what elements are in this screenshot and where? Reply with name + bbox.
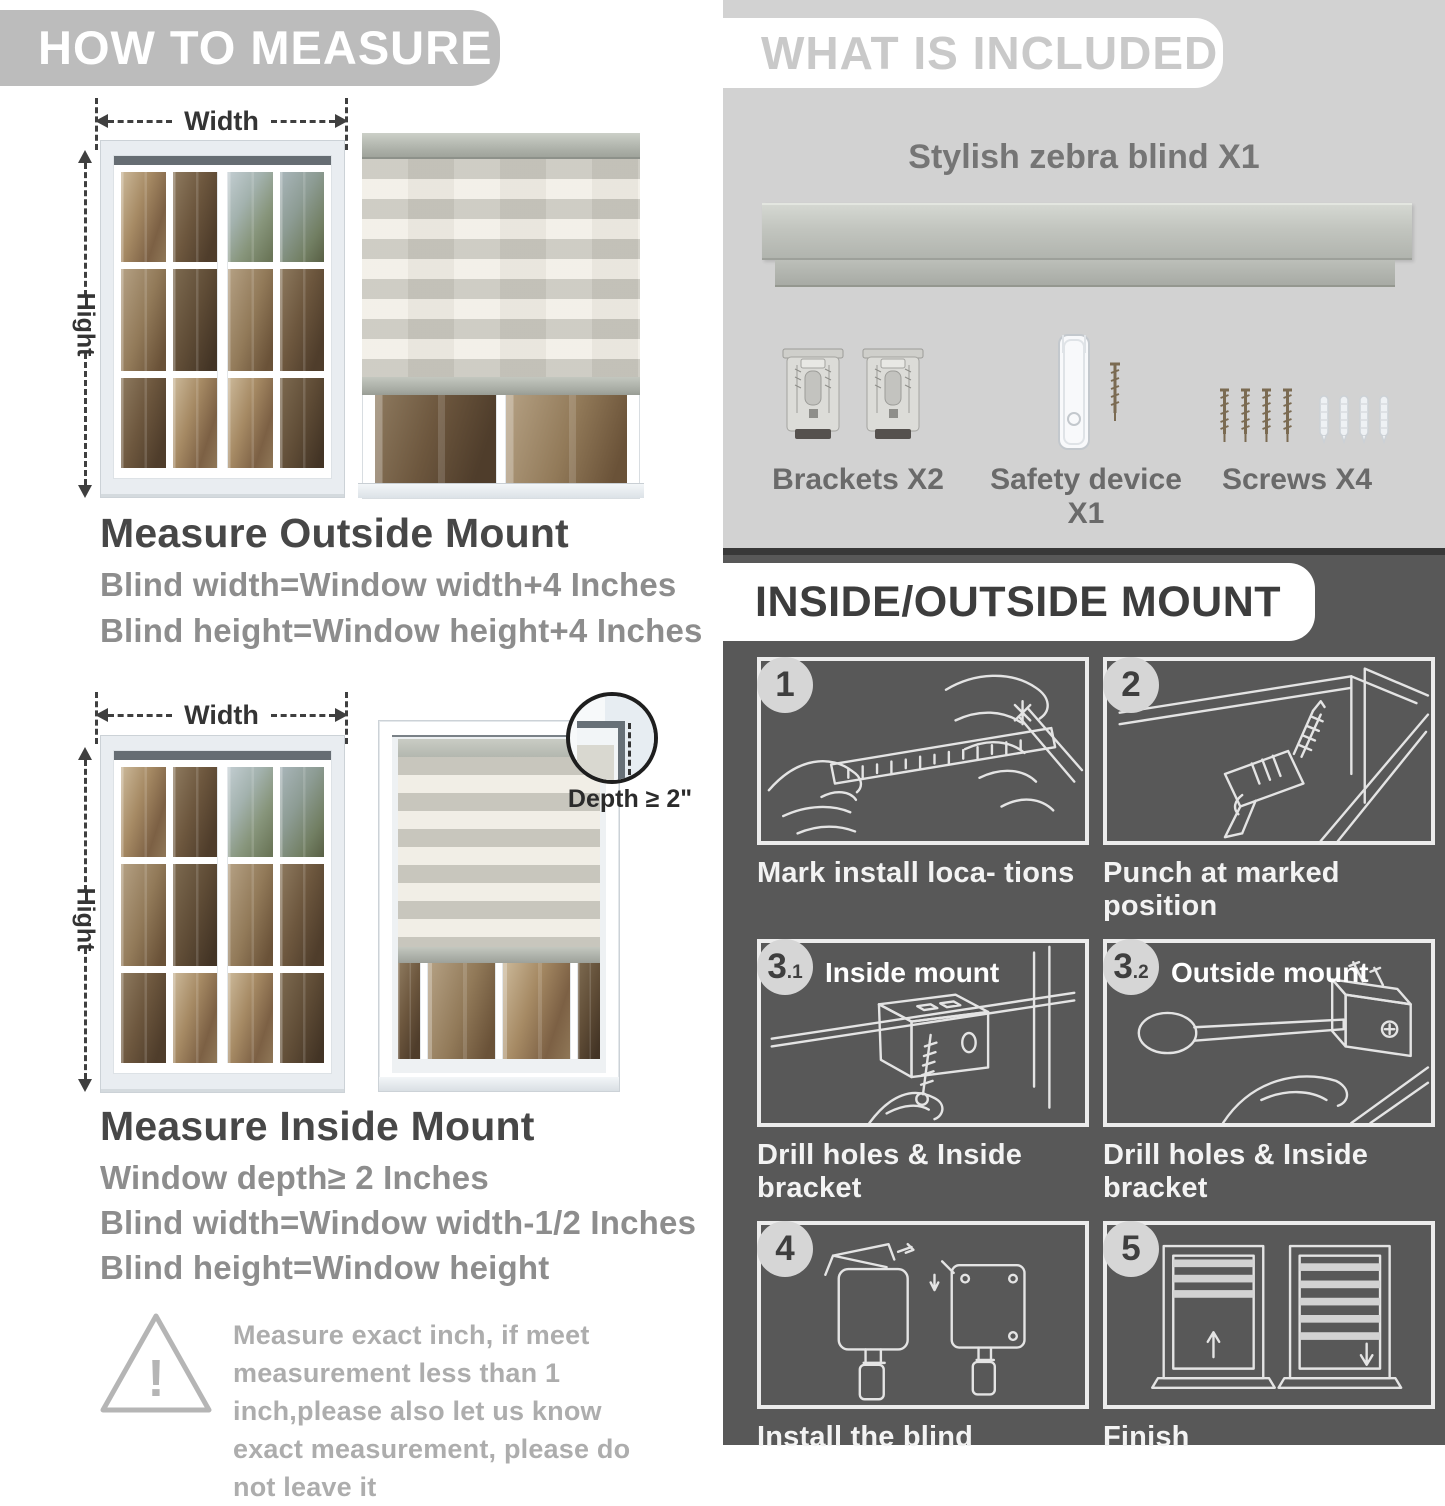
step-2: [1103, 657, 1435, 923]
window-pane: [228, 378, 273, 468]
window-photo-inside: [100, 735, 345, 1093]
how-to-measure-section: [0, 0, 723, 1502]
measure-guide-line: [345, 692, 348, 744]
measure-guide-line: [95, 98, 98, 150]
window-pane: [280, 767, 325, 857]
screw-icon: [1238, 388, 1253, 444]
step-5: [1103, 1221, 1435, 1454]
inside-depth-formula: Window depth≥ 2 Inches: [100, 1159, 489, 1196]
window-pane: [228, 973, 273, 1063]
window-pane: [280, 269, 325, 372]
step-1-panel: [757, 657, 1089, 845]
window-pane: [121, 864, 166, 967]
step-number-badge: 5: [1103, 1221, 1159, 1277]
outside-width-formula: Blind width=Window width+4 Inches: [100, 566, 677, 603]
window-pane: [121, 269, 166, 372]
step-2-caption: Punch at marked position: [1103, 857, 1340, 922]
height-label: Hight: [71, 292, 100, 356]
window-pane: [280, 172, 325, 262]
measure-guide-line: [95, 692, 98, 744]
brackets-image: [781, 345, 925, 443]
blind-headrail: [362, 133, 640, 159]
window-pane: [228, 767, 273, 857]
inside-mount-title: Measure Inside Mount: [100, 1103, 535, 1149]
depth-requirement-label: Depth ≥ 2": [567, 785, 693, 813]
step-1-caption: Mark install loca- tions: [757, 857, 1075, 889]
step-3-1: [757, 939, 1089, 1205]
outside-height-formula: Blind height=Window height+4 Inches: [100, 612, 703, 649]
wall-anchor-icon: [1377, 394, 1391, 444]
bracket-icon: [861, 345, 925, 443]
screw-icon: [1259, 388, 1274, 444]
blind-bottomrail: [398, 947, 600, 963]
warning-icon: [95, 1308, 217, 1425]
step-3-1-label: Inside mount: [825, 957, 1000, 988]
window-pane: [228, 864, 273, 967]
measure-guide-line: [345, 98, 348, 150]
wall-anchor-icon: [1317, 394, 1331, 444]
step-2-panel: [1103, 657, 1435, 845]
window-pane: [121, 172, 166, 262]
measurement-warning-text: Measure exact inch, if meet measurement less than 1 inch,please also let us know exact measurement, please do not leave it: [233, 1320, 631, 1502]
step-3-1-panel: [757, 939, 1089, 1127]
brackets-label: Brackets X2: [772, 463, 944, 496]
step-number-badge: 3 .2: [1103, 939, 1159, 995]
window-pane: [228, 269, 273, 372]
window-below-blind: [398, 963, 600, 1059]
window-pane: [121, 378, 166, 468]
window-pane: [173, 378, 218, 468]
arrow-up-icon: [78, 747, 92, 760]
installation-steps: [757, 657, 1435, 1470]
window-pane: [173, 767, 218, 857]
zebra-blind-outside-image: [362, 133, 640, 499]
window-pane: [173, 269, 218, 372]
step-3-2-caption: Drill holes & Inside bracket: [1103, 1139, 1369, 1204]
height-label: Hight: [71, 887, 100, 952]
screws-image: [1217, 388, 1391, 444]
step-number-badge: 1: [757, 657, 813, 713]
blind-bottomrail: [362, 377, 640, 395]
outside-mount-title: Measure Outside Mount: [100, 510, 569, 556]
screw-icon: [1280, 388, 1295, 444]
window-pane: [173, 864, 218, 967]
step-4-panel: [757, 1221, 1089, 1409]
arrow-up-icon: [78, 150, 92, 163]
wall-anchor-icon: [1357, 394, 1371, 444]
window-pane: [121, 973, 166, 1063]
safety-device-label: Safety device X1: [990, 463, 1182, 530]
window-pane: [280, 864, 325, 967]
screws-label: Screws X4: [1221, 463, 1373, 496]
step-4-caption: Install the blind: [757, 1421, 974, 1453]
screw-icon: [1217, 388, 1232, 444]
height-arrow-outside: [72, 150, 98, 498]
step-3-2-label: Outside mount: [1171, 957, 1369, 988]
blind-stripes: [362, 159, 640, 377]
width-arrow-outside: [95, 105, 348, 136]
safety-device-icon: [1053, 333, 1095, 453]
blind-headrail-image: [762, 203, 1412, 260]
step-5-panel: [1103, 1221, 1435, 1409]
what-is-included-header: WHAT IS INCLUDED: [723, 18, 1223, 88]
window-below-blind: [362, 395, 640, 499]
window-pane: [228, 172, 273, 262]
step-3-2: [1103, 939, 1435, 1205]
height-arrow-inside: [72, 747, 98, 1092]
window-pane: [280, 973, 325, 1063]
wall-anchor-icon: [1337, 394, 1351, 444]
step-number-badge: 3 .1: [757, 939, 813, 995]
step-4: [757, 1221, 1089, 1454]
step-number-badge: 4: [757, 1221, 813, 1277]
window-pane: [121, 767, 166, 857]
window-pane: [173, 973, 218, 1063]
svg-text:!: !: [147, 1350, 165, 1408]
bracket-icon: [781, 345, 845, 443]
step-1: [757, 657, 1089, 923]
width-arrow-inside: [95, 699, 348, 730]
inside-height-formula: Blind height=Window height: [100, 1249, 550, 1286]
right-column: [723, 0, 1445, 1453]
step-5-caption: Finish: [1103, 1421, 1190, 1453]
width-label: Width: [184, 105, 259, 136]
mount-section-header: INSIDE/OUTSIDE MOUNT: [723, 563, 1315, 641]
arrow-down-icon: [78, 1079, 92, 1092]
safety-device-image: [1053, 333, 1123, 453]
what-is-included-section: [723, 0, 1445, 548]
window-pane: [173, 172, 218, 262]
width-label: Width: [184, 699, 259, 730]
step-number-badge: 2: [1103, 657, 1159, 713]
blind-headrail-lip: [775, 260, 1395, 287]
screw-icon: [1107, 361, 1123, 425]
inside-outside-mount-section: [723, 548, 1445, 1453]
how-to-measure-header: HOW TO MEASURE: [0, 10, 500, 86]
window-photo-outside: [100, 140, 345, 498]
step-3-2-panel: [1103, 939, 1435, 1127]
product-label: Stylish zebra blind X1: [908, 138, 1260, 176]
arrow-down-icon: [78, 485, 92, 498]
step-3-1-caption: Drill holes & Inside bracket: [757, 1139, 1023, 1204]
window-pane: [280, 378, 325, 468]
depth-callout-circle: [566, 692, 658, 784]
inside-width-formula: Blind width=Window width-1/2 Inches: [100, 1204, 697, 1241]
